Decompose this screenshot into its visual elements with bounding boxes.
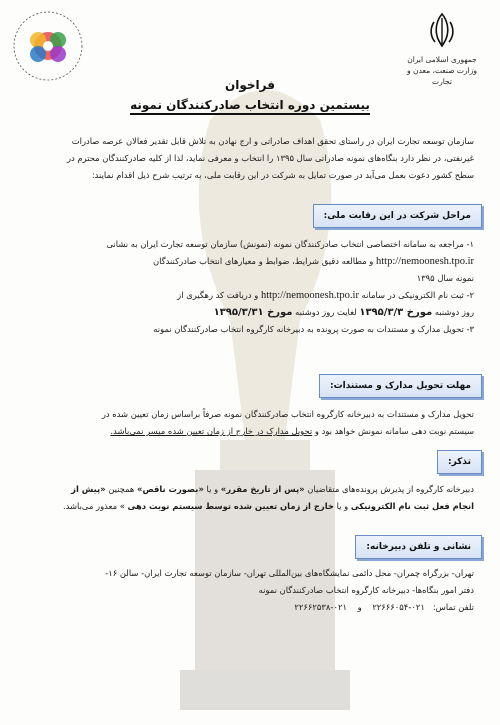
ministry-block	[402, 10, 482, 87]
ministry-line2: وزارت صنعت، معدن و تجارت	[407, 66, 477, 86]
deadline-paragraph	[26, 406, 474, 440]
step1-line: ۱- مراجعه به سامانه اختصاصی انتخاب صادرکنندگان نمونه (نمونش) سازمان توسعه تجارت ایران به نشانی	[106, 239, 474, 249]
phone-number: ۰۲۱-۲۲۶۶۶۰۵۴	[372, 602, 425, 612]
page-subtitle: بیستمین دوره انتخاب صادرکنندگان نمونه	[0, 98, 500, 112]
intro-line: غیرنفتی، در نظر دارد بنگاه‌های نمونه صادراتی سال ۱۳۹۵ را انتخاب و معرفی نماید، لذا از کلیه صادرکنندگان محترم در	[66, 153, 474, 163]
step1-url: http://nemoonesh.tpo.ir	[376, 256, 474, 267]
step2-url: http://nemoonesh.tpo.ir	[260, 290, 359, 301]
intro-line: سازمان توسعه تجارت ایران در راستای تحقق اهداف صادراتی و ارج نهادن به تلاش قابل تقدیر فعالان عرصه صادرات	[71, 136, 474, 146]
phone-number: ۰۲۱-۲۲۶۶۲۵۳۸	[294, 602, 347, 612]
address-heading: نشانی و تلفن دبیرخانه:	[355, 535, 482, 559]
intro-line: سطح کشور دعوت بعمل می‌آید در صورت تمایل به شرکت در این رقابت ملی، به ترتیب شرح ذیل اقدام نمایند:	[91, 170, 474, 180]
phone-line: تلفن تماس: ۰۲۱-۲۲۶۶۶۰۵۴ و ۰۲۱-۲۲۶۶۲۵۳۸	[294, 602, 474, 612]
deadline-line1: تحویل مدارک و مستندات به دبیرخانه کارگروه انتخاب صادرکنندگان نمونه صرفاً براساس زمان تعیین شده در	[101, 409, 474, 419]
page-title: فراخوان	[225, 78, 275, 92]
note-heading: تذکر:	[437, 450, 482, 474]
deadline-heading: مهلت تحویل مدارک و مستندات:	[319, 374, 482, 398]
step3-line: ۳- تحویل مدارک و مستندات به صورت پرونده به دبیرخانه کارگروه انتخاب صادرکنندگان نمونه	[153, 324, 474, 334]
step1-line3: نمونه سال ۱۳۹۵	[416, 273, 474, 283]
address-paragraph	[26, 565, 474, 616]
address-line2: دفتر امور بنگاه‌ها- دبیرخانه کارگروه انتخاب صادرکنندگان نمونه	[258, 585, 474, 595]
intro-paragraph	[26, 133, 474, 184]
note-paragraph	[26, 481, 474, 515]
participation-heading: مراحل شرکت در این رقابت ملی:	[313, 204, 482, 228]
step2-line: ۲- ثبت نام الکترونیکی در سامانه http://nemoonesh.tpo.ir و دریافت کد رهگیری از	[177, 290, 474, 301]
step2-line2: روز دوشنبه مورخ ۱۳۹۵/۳/۳ لغایت روز دوشنبه مورخ ۱۳۹۵/۳/۳۱	[213, 307, 474, 318]
note-line1: دبیرخانه کارگروه از پذیرش پرونده‌های متقاضیان «پس از تاریخ مقرر» و یا «بصورت ناقص» همچنین «پیش از	[71, 484, 474, 494]
step1-line2: http://nemoonesh.tpo.ir و مطالعه دقیق شرایط، ضوابط و معیارهای انتخاب صادرکنندگان	[152, 256, 474, 267]
address-line1: تهران- بزرگراه چمران- محل دائمی نمایشگاه‌های بین‌المللی تهران- سازمان توسعه تجارت ایران- سالن ۱۶-	[105, 568, 474, 578]
deadline-line2: سیستم نوبت دهی سامانه نمونش خواهد بود و تحویل مدارک در خارج از زمان تعیین شده میسر نمی‌باشد.	[110, 426, 474, 436]
ministry-line1: جمهوری اسلامی ایران	[407, 55, 477, 64]
iran-emblem-icon	[427, 10, 457, 50]
note-line2: انجام فعل ثبت نام الکترونیکی و یا خارج از زمان تعیین شده توسط سیستم نوبت دهی » معذور می‌باشد.	[62, 501, 474, 511]
participation-steps	[26, 236, 474, 338]
